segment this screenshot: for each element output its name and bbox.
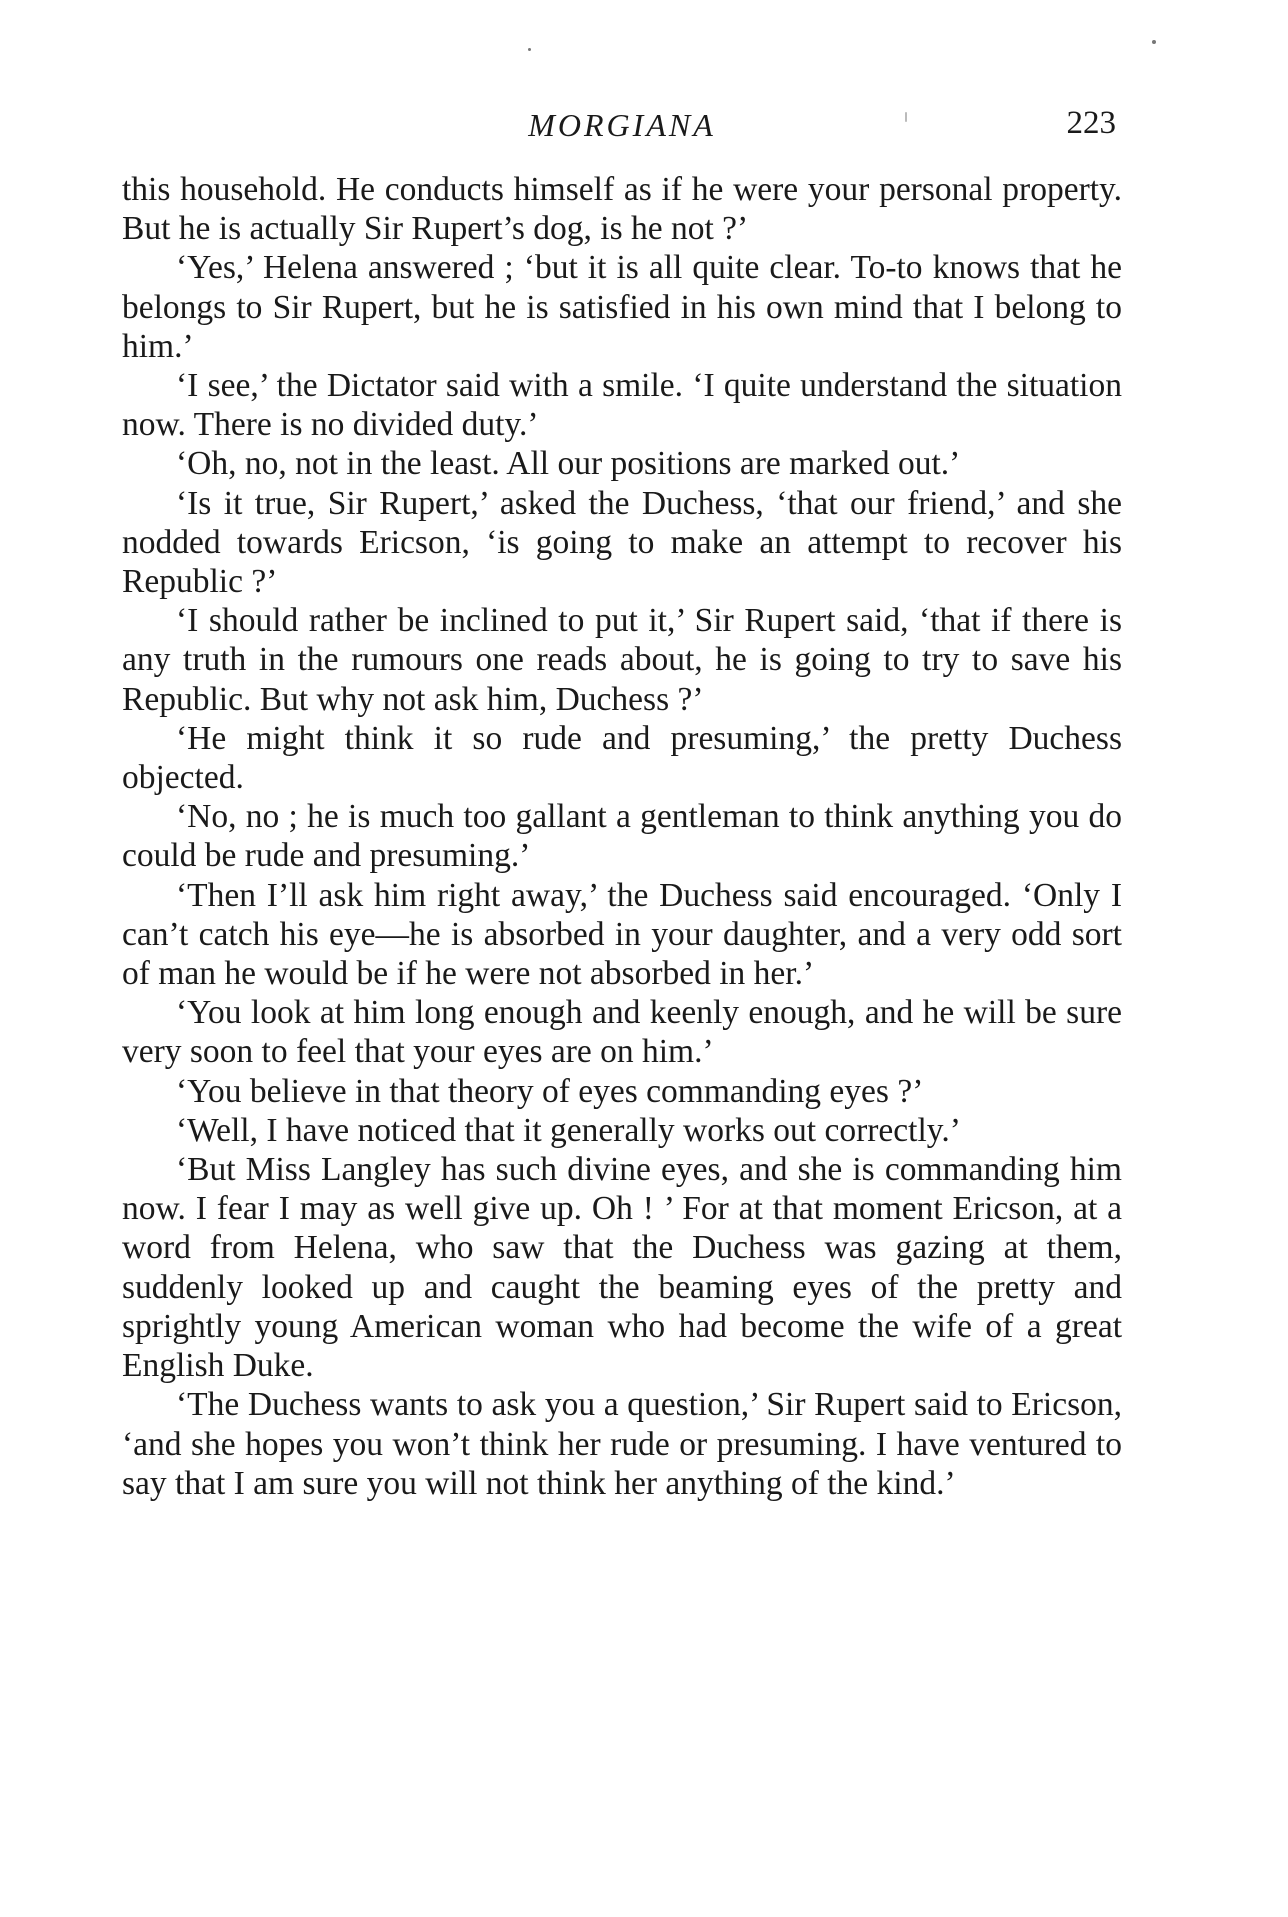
paragraph: ‘I see,’ the Dictator said with a smile. ‘I quite understand the situation now. There is no divided duty.’: [122, 367, 1122, 444]
paragraph: ‘Yes,’ Helena answered ; ‘but it is all quite clear. To-to knows that he belongs to Sir Rupert, but he is satisfied in his own mind that I belong to him.’: [122, 249, 1122, 365]
paragraph: ‘Then I’ll ask him right away,’ the Duchess said encouraged. ‘Only I can’t catch his eye—he is absorbed in your daughter, and a very odd sort of man he would be if he were not absorbed in her.’: [122, 876, 1122, 993]
paragraph: ‘Is it true, Sir Rupert,’ asked the Duchess, ‘that our friend,’ and she nodded towards Ericson, ‘is going to make an attempt to recover his Republic ?’: [122, 484, 1122, 601]
paragraph: this household. He conducts himself as if he were your personal property. But he is actually Sir Rupert’s dog, is he not ?’: [122, 171, 1122, 248]
paragraph: ‘He might think it so rude and presuming,’ the pretty Duchess objected.: [122, 719, 1122, 797]
page-number: 223: [1066, 105, 1116, 141]
paragraph: ‘You believe in that theory of eyes commanding eyes ?’: [176, 1072, 924, 1110]
paragraph: ‘But Miss Langley has such divine eyes, and she is commanding him now. I fear I may as well give up. Oh ! ’ For at that moment Ericson, at a word from Helena, who saw that the Duchess was gazing at them, suddenly looked up and caught the beaming eyes of the pretty and sprightly young American woman who had become the wife of a great English Duke.: [122, 1151, 1122, 1385]
running-title: MORGIANA: [528, 107, 716, 143]
body-text: [122, 170, 1122, 1503]
paragraph: ‘The Duchess wants to ask you a question,’ Sir Rupert said to Ericson, ‘and she hopes you won’t think her rude or presuming. I have ventured to say that I am sure you will not think her anything of the kind.’: [122, 1386, 1122, 1502]
print-speck: [528, 48, 531, 51]
paragraph: ‘I should rather be inclined to put it,’ Sir Rupert said, ‘that if there is any truth in the rumours one reads about, he is going to try to save his Republic. But why not ask him, Duchess ?’: [122, 602, 1122, 718]
paragraph: ‘Well, I have noticed that it generally works out correctly.’: [176, 1111, 961, 1149]
paragraph: ‘No, no ; he is much too gallant a gentleman to think anything you do could be rude and presuming.’: [122, 798, 1122, 875]
print-speck: [1152, 40, 1156, 44]
paragraph: ‘You look at him long enough and keenly enough, and he will be sure very soon to feel that your eyes are on him.’: [122, 994, 1122, 1071]
paragraph: ‘Oh, no, not in the least. All our positions are marked out.’: [176, 445, 961, 483]
running-head: [122, 103, 1122, 153]
